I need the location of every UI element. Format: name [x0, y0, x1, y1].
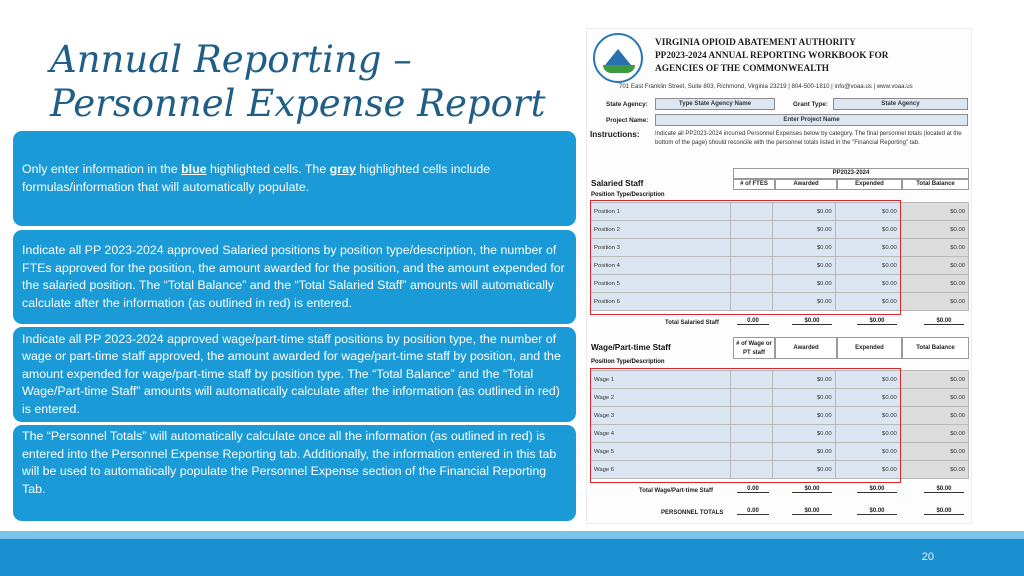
- salaried-total-expended: $0.00: [857, 318, 897, 325]
- personnel-totals-label: PERSONNEL TOTALS: [661, 510, 724, 516]
- wage-position-cell[interactable]: Wage 3: [591, 407, 731, 425]
- salaried-total-awarded: $0.00: [792, 318, 832, 325]
- salaried-total-balance: $0.00: [924, 318, 964, 325]
- salaried-position-cell[interactable]: Position 1: [591, 203, 731, 221]
- workbook-header: VIRGINIA OPIOID ABATEMENT AUTHORITY PP2023-2024 ANNUAL REPORTING WORKBOOK FOR AGENCIES OF THE COMMONWEALTH: [655, 38, 889, 75]
- salaried-balance-cell: $0.00: [900, 221, 968, 239]
- salaried-expended-cell[interactable]: $0.00: [835, 239, 900, 257]
- salaried-awarded-cell[interactable]: $0.00: [773, 239, 835, 257]
- salaried-expended-cell[interactable]: $0.00: [835, 203, 900, 221]
- state-agency-cell: Type State Agency Name: [655, 98, 775, 110]
- salaried-awarded-cell[interactable]: $0.00: [773, 257, 835, 275]
- salaried-input-outline: [590, 200, 901, 315]
- personnel-totals-expended: $0.00: [857, 508, 897, 515]
- instruction-box-3: [13, 327, 576, 422]
- project-name-cell: Enter Project Name: [655, 114, 968, 126]
- slide-title: [50, 38, 570, 126]
- voaa-seal-logo: [593, 33, 643, 83]
- wage-input-outline: [590, 368, 901, 483]
- salaried-awarded-cell[interactable]: $0.00: [773, 275, 835, 293]
- col-wage-count: # of Wage or PT staff: [733, 337, 775, 359]
- wage-total-expended: $0.00: [857, 486, 897, 493]
- blue-keyword: blue: [181, 162, 207, 176]
- salaried-expended-cell[interactable]: $0.00: [835, 221, 900, 239]
- col-wage-expended: Expended: [837, 337, 902, 359]
- wage-title: Wage/Part-time Staff: [591, 343, 671, 352]
- wage-expended-cell[interactable]: $0.00: [835, 443, 900, 461]
- footer-bar: [0, 539, 1024, 576]
- period-header: PP2023-2024: [733, 168, 969, 179]
- grant-type-cell: State Agency: [833, 98, 968, 110]
- wage-position-cell[interactable]: Wage 6: [591, 461, 731, 479]
- instruction-text-3: Indicate all PP 2023-2024 approved wage/part-time staff positions by position type, the number of wage or part-time staff approved, the amount awarded for wage/part-time staff by position, and the amount expended for wage/part-time staff by position type. The “Total Balance” and the “Total Wage/Part-time Staff” amounts will automatically calculate after the information (as outlined in red) is entered.: [22, 331, 561, 416]
- salaried-position-cell[interactable]: Position 6: [591, 293, 731, 311]
- instructions-text: Indicate all PP2023-2024 incurred Personnel Expenses below by category. The final personnel totals (located at the bottom of the page) should reconcile with the personnel totals listed in the "Financial Reporting" tab.: [655, 131, 962, 147]
- wage-total-balance: $0.00: [924, 486, 964, 493]
- wage-awarded-cell[interactable]: $0.00: [773, 443, 835, 461]
- wage-balance-cell: $0.00: [900, 443, 968, 461]
- instruction-box-1: [13, 131, 576, 226]
- wage-expended-cell[interactable]: $0.00: [835, 461, 900, 479]
- col-expended: Expended: [837, 179, 902, 190]
- wage-position-cell[interactable]: Wage 1: [591, 371, 731, 389]
- salaried-expended-cell[interactable]: $0.00: [835, 293, 900, 311]
- wage-total-label: Total Wage/Part-time Staff: [639, 488, 714, 494]
- col-awarded: Awarded: [775, 179, 837, 190]
- col-ftes: # of FTES: [733, 179, 775, 190]
- personnel-totals-awarded: $0.00: [792, 508, 832, 515]
- wage-balance-cell: $0.00: [900, 425, 968, 443]
- salaried-expended-cell[interactable]: $0.00: [835, 275, 900, 293]
- slide-title-line1: Annual Reporting –: [50, 38, 412, 81]
- grant-type-label: Grant Type:: [793, 101, 828, 108]
- wage-balance-cell: $0.00: [900, 371, 968, 389]
- salaried-title: Salaried Staff: [591, 179, 644, 188]
- wage-expended-cell[interactable]: $0.00: [835, 389, 900, 407]
- instruction-box-2: [13, 230, 576, 324]
- wage-total-awarded: $0.00: [792, 486, 832, 493]
- instruction-box-4: [13, 425, 576, 521]
- workbook-screenshot: [586, 28, 972, 524]
- salaried-subtitle: Position Type/Description: [591, 192, 665, 198]
- instruction-text-1: Only enter information in the blue highlighted cells. The gray highlighted cells include formulas/information that will automatically populate.: [22, 162, 491, 194]
- wage-position-cell[interactable]: Wage 2: [591, 389, 731, 407]
- salaried-awarded-cell[interactable]: $0.00: [773, 293, 835, 311]
- wage-position-cell[interactable]: Wage 5: [591, 443, 731, 461]
- salaried-position-cell[interactable]: Position 3: [591, 239, 731, 257]
- salaried-expended-cell[interactable]: $0.00: [835, 257, 900, 275]
- instructions-label: Instructions:: [590, 130, 640, 139]
- wage-expended-cell[interactable]: $0.00: [835, 371, 900, 389]
- workbook-address: 701 East Franklin Street, Suite 803, Richmond, Virginia 23219 | 804-500-1810 | info@voaa.us | www.voaa.us: [619, 83, 913, 90]
- salaried-position-cell[interactable]: Position 2: [591, 221, 731, 239]
- salaried-position-cell[interactable]: Position 5: [591, 275, 731, 293]
- wage-awarded-cell[interactable]: $0.00: [773, 371, 835, 389]
- salaried-awarded-cell[interactable]: $0.00: [773, 221, 835, 239]
- wage-balance-cell: $0.00: [900, 407, 968, 425]
- wage-balance-cell: $0.00: [900, 461, 968, 479]
- wage-subtitle: Position Type/Description: [591, 359, 665, 365]
- salaried-balance-cell: $0.00: [900, 257, 968, 275]
- salaried-balance-cell: $0.00: [900, 239, 968, 257]
- salaried-awarded-cell[interactable]: $0.00: [773, 203, 835, 221]
- wage-expended-cell[interactable]: $0.00: [835, 425, 900, 443]
- col-wage-balance: Total Balance: [902, 337, 969, 359]
- col-balance: Total Balance: [902, 179, 969, 190]
- wage-balance-cell: $0.00: [900, 389, 968, 407]
- salaried-total-ftes: 0.00: [737, 318, 769, 325]
- salaried-balance-cell: $0.00: [900, 203, 968, 221]
- page-number: 20: [921, 551, 934, 563]
- state-agency-label: State Agency:: [606, 101, 648, 108]
- wage-expended-cell[interactable]: $0.00: [835, 407, 900, 425]
- wage-total-count: 0.00: [737, 486, 769, 493]
- gray-keyword: gray: [329, 162, 356, 176]
- wage-awarded-cell[interactable]: $0.00: [773, 425, 835, 443]
- salaried-balance-cell: $0.00: [900, 293, 968, 311]
- wage-awarded-cell[interactable]: $0.00: [773, 461, 835, 479]
- instruction-text-4: The “Personnel Totals” will automatically calculate once all the information (as outlined in red) is entered into the Personnel Expense Reporting tab. Additionally, the information entered in this tab will be used to automatically populate the Personnel Expense section of the Financial Reporting Tab.: [22, 429, 557, 496]
- personnel-totals-count: 0.00: [737, 508, 769, 515]
- salaried-position-cell[interactable]: Position 4: [591, 257, 731, 275]
- wage-position-cell[interactable]: Wage 4: [591, 425, 731, 443]
- col-wage-awarded: Awarded: [775, 337, 837, 359]
- wage-awarded-cell[interactable]: $0.00: [773, 407, 835, 425]
- instruction-text-2: Indicate all PP 2023-2024 approved Salaried positions by position type/description, the number of FTEs approved for the position, the amount awarded for the position, and the amount expended for the salaried position. The “Total Balance” and the “Total Salaried Staff” amounts will automatically calculate after the information (as outlined in red) is entered.: [22, 243, 565, 310]
- slide-title-line2: Personnel Expense Report: [50, 82, 546, 125]
- personnel-totals-balance: $0.00: [924, 508, 964, 515]
- project-name-label: Project Name:: [606, 117, 649, 124]
- footer-accent-band: [0, 531, 1024, 539]
- wage-awarded-cell[interactable]: $0.00: [773, 389, 835, 407]
- salaried-balance-cell: $0.00: [900, 275, 968, 293]
- salaried-total-label: Total Salaried Staff: [665, 320, 719, 326]
